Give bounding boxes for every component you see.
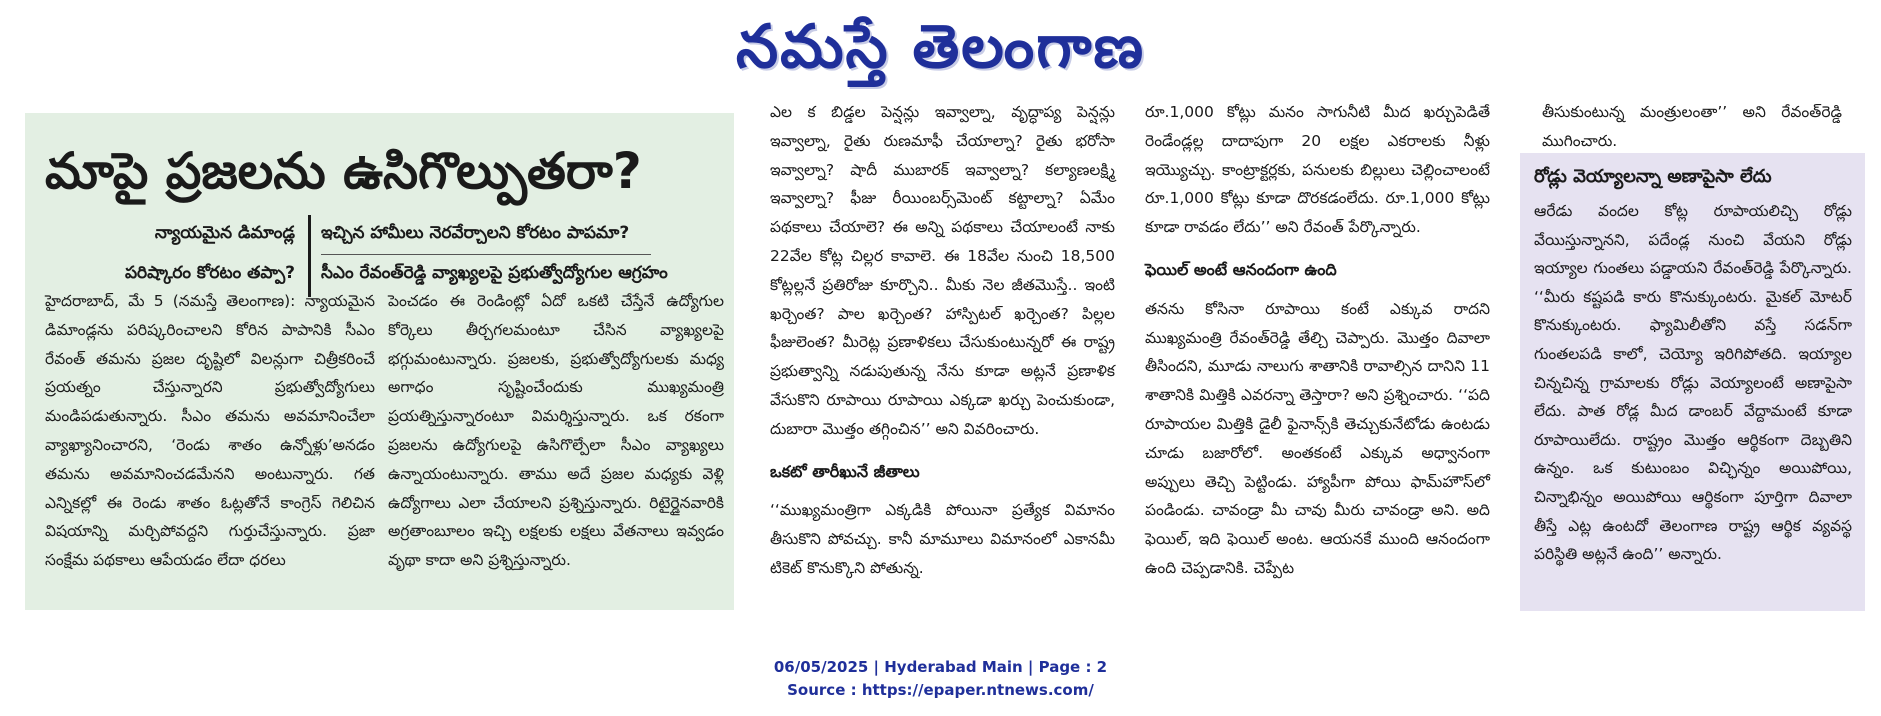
story-headline: మాపై ప్రజలను ఉసిగొల్పుతరా? (45, 142, 642, 200)
masthead-logo: నమస్తే తెలంగాణ (735, 12, 1146, 82)
story-column-1 (45, 287, 375, 597)
speech-col5-para1: తీసుకుంటున్న మంత్రులంతా’’ అని రేవంత్‌రెడ్డి ముగించారు. (1542, 103, 1842, 150)
story-col1-text: హైదరాబాద్‌, మే 5 (నమస్తే తెలంగాణ): న్యాయమైన డిమాండ్లను పరిష్కరించాలని కోరిన పాపానికి సీఎం రేవంత్‌ తమను ప్రజల దృష్టిలో విలన్లుగా చిత్రీకరించే ప్రయత్నం చేస్తున్నారని ప్రభుత్వోద్యోగులు మండిపడుతున్నారు. సీఎం తమను అవమానించేలా వ్యాఖ్యానించారని, ‘రెండు శాతం ఉన్నోళ్లు’అనడం తమను అవమానించడమేనని అంటున్నారు. గత ఎన్నికల్లో ఈ రెండు శాతం ఓట్లతోనే కాంగ్రెస్‌ గెలిచిన విషయాన్ని మర్చిపోవద్దని గుర్తుచేస్తున్నారు. ప్రజా సంక్షేమ పథకాలు ఆపేయడం లేదా ధరలు (45, 292, 375, 570)
sidebar-box (1520, 153, 1865, 611)
sub-headline-left-line2: పరిష్కారం కోరటం తప్పా? (124, 263, 295, 283)
speech-col4-para2: తనను కోసినా రూపాయి కంటే ఎక్కువ రాదని ముఖ్యమంత్రి రేవంత్‌రెడ్డి తేల్చి చెప్పారు. మొత్తం దివాలా తీసిందని, మూడు నాలుగు శాతానికి రావాల్సిన దానిని 11 శాతానికి మిత్తికి ఎవరన్నా తెస్తారా? అని ప్రశ్నించారు. ‘‘పది రూపాయల మిత్తికి డైలీ ఫైనాన్స్‌కి తెచ్చుకునేటోడు ఉంటడు చూడు బజారోలో. అంతకంటే ఎక్కువ అధ్వానంగా అప్పులు తెచ్చి పెట్టిండు. హ్యాపీగా పోయి ఫామ్‌హౌస్‌లో పండిండు. చావండ్రా మీ చావు మీరు చావండ్రా అని. అది ఫెయిల్‌, ఇది ఫెయిల్‌ అంట. ఆయనకే ముంది ఆనందంగా ఉంది చెప్పడానికి. చెప్పేట (1145, 299, 1490, 577)
sub-headline-left-line1: న్యాయమైన డిమాండ్ల (154, 223, 295, 243)
footer-source-link[interactable]: Source : https://epaper.ntnews.com/ (787, 681, 1094, 699)
footer-edition-line: 06/05/2025 | Hyderabad Main | Page : 2 (773, 658, 1108, 676)
sub-headline-divider (308, 215, 311, 297)
sidebar-title: రోడ్లు వెయ్యాలన్నా అణాపైసా లేదు (1534, 166, 1772, 187)
story-column-2 (388, 287, 724, 597)
speech-col3-para1: ఎల క బిడ్డల పెన్షన్లు ఇవ్వాల్నా, వృద్ధాప్య పెన్షన్లు ఇవ్వాల్నా, రైతు రుణమాఫీ చేయాల్నా? రైతు భరోసా ఇవ్వాల్నా? షాదీ ముబారక్‌ ఇవ్వాల్నా? కల్యాణలక్ష్మి ఇవ్వాల్నా? ఫీజు రీయింబర్స్‌మెంట్‌ కట్టాల్నా? ఏమేం పథకాలు చేయాలె? ఈ అన్ని పథకాలు చేయాలంటే నాకు 22వేల కోట్ల చిల్లర కావాలె. ఈ 18వేల నుంచి 18,500 కోట్లల్లనే ప్రతిరోజు కూర్చొని.. మీకు నెల జీతమొస్తే.. ఇంటి ఖర్చెంత? పాల ఖర్చెంత? హాస్పిటల్‌ ఖర్చెంత? పిల్లల ఫీజులెంత? మీరెట్ల ప్రణాళికలు చేసుకుంటున్నరో ఈ రాష్ట్ర ప్రభుత్వాన్ని నడుపుతున్న నేను కూడా అట్లనే ప్రణాళిక వేసుకొని రూపాయి రూపాయి ఎక్కడా ఖర్చు పెంచుకుండా, దుబారా మొత్తం తగ్గించిన’’ అని వివరించారు. (770, 103, 1115, 438)
story-col2-text: పెంచడం ఈ రెండింట్లో ఏదో ఒకటి చేస్తేనే ఉద్యోగుల కోర్కెలు తీర్చగలమంటూ చేసిన వ్యాఖ్యలపై భగ్గుమంటున్నారు. ప్రజలకు, ప్రభుత్వోద్యోగులకు మధ్య అగాధం సృష్టించేందుకు ముఖ్యమంత్రి ప్రయత్నిస్తున్నారంటూ విమర్శిస్తున్నారు. ఒక రకంగా ప్రజలను ఉద్యోగులపై ఉసిగొల్పేలా సీఎం వ్యాఖ్యలు ఉన్నాయంటున్నారు. తాము అదే ప్రజల మధ్యకు వెళ్లి ఉద్యోగాలు ఎలా చేయాలని ప్రశ్నిస్తున్నారు. రిటైర్డైనవారికి అగ్రతాంబూలం ఇచ్చి లక్షలకు లక్షలు వేతనాలు ఇవ్వడం వృథా కాదా అని ప్రశ్నిస్తున్నారు. (388, 292, 724, 570)
speech-column-3 (770, 98, 1115, 618)
speech-column-5 (1542, 98, 1842, 150)
speech-column-4 (1145, 98, 1490, 618)
sub-headline-rule (321, 254, 651, 255)
sub-headline-right-line1: ఇచ్చిన హామీలు నెరవేర్చాలని కోరటం పాపమా? (321, 223, 630, 243)
speech-col4-para1: రూ.1,000 కోట్లు మనం సాగునీటి మీద ఖర్చుపెడితే రెండేండ్లల్ల దాదాపుగా 20 లక్షల ఎకరాలకు నీళ్లు ఇయ్యొచ్చు. కాంట్రాక్టర్లకు, పనులకు బిల్లులు చెల్లించాలంటే రూ.1,000 కోట్లు కూడా దొరకడంలేదు. రూ.1,000 కోట్లు కూడా రావడం లేదు’’ అని రేవంత్‌ పేర్కొన్నారు. (1145, 103, 1490, 237)
sub-headline-right-line2: సీఎం రేవంత్‌రెడ్డి వ్యాఖ్యలపై ప్రభుత్వోద్యోగుల ఆగ్రహం (321, 263, 668, 283)
speech-col3-para2: ‘‘ముఖ్యమంత్రిగా ఎక్కడికి పోయినా ప్రత్యేక విమానం తీసుకొని పోవచ్చు. కానీ మామూలు విమానంలో ఎకానమీ టికెట్‌ కొనుక్కొని పోతున్న. (770, 501, 1115, 577)
speech-col4-subhead: ఫెయిల్‌ అంటే ఆనందంగా ఉంది (1145, 259, 1337, 279)
speech-col3-subhead: ఒకటో తారీఖునే జీతాలు (770, 461, 920, 481)
page-footer (0, 656, 1881, 702)
sidebar-body: ఆరేడు వందల కోట్ల రూపాయలిచ్చి రోడ్లు వేయిస్తున్నానని, పదేండ్ల నుంచి వేయని రోడ్లు ఇయ్యాల గుంతలు పడ్డాయని రేవంత్‌రెడ్డి పేర్కొన్నారు. ‘‘మీరు కష్టపడి కారు కొనుక్కుంటరు. మైకల్‌ మోటర్‌ కొనుక్కుంటరు. ఫ్యామిలీతోని వస్తే సడన్‌గా గుంతలపడి కాలో, చెయ్యో ఇరిగిపోతది. ఇయ్యాల చిన్నచిన్న గ్రామాలకు రోడ్లు వెయ్యాలంటే అణాపైసా లేదు. పాత రోడ్ల మీద డాంబర్‌ వేద్దామంటే కూడా రూపాయిలేదు. రాష్ట్రం మొత్తం ఆర్థికంగా దెబ్బతిని ఉన్నం. ఒక కుటుంబం విచ్ఛిన్నం అయిపోయి, చిన్నాభిన్నం అయిపోయి ఆర్థికంగా పూర్తిగా దివాలా తీస్తే ఎట్ల ఉంటదో తెలంగాణ రాష్ట్ర ఆర్థిక వ్యవస్థ పరిస్థితి అట్లనే ఉంది’’ అన్నారు. (1534, 202, 1852, 564)
